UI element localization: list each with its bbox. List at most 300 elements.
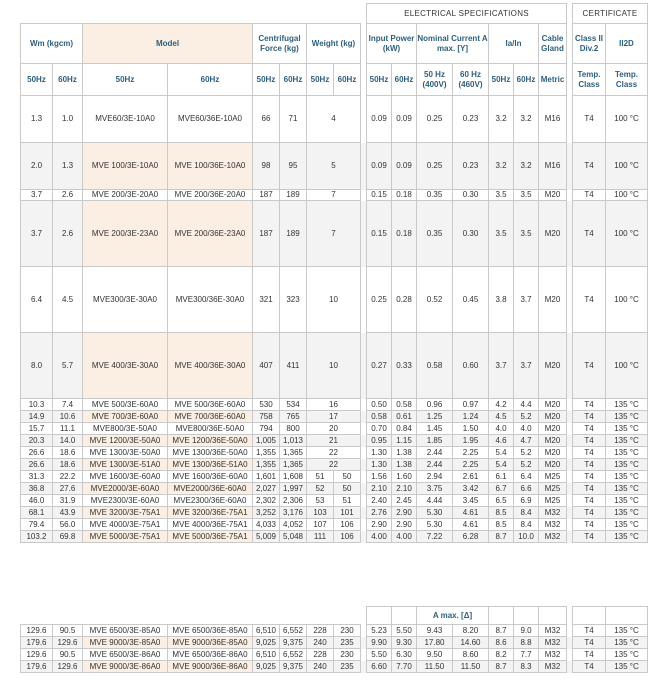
weight-cell: 7 [307, 201, 361, 267]
current-50hz-cell: 2.44 [417, 459, 453, 471]
wm-60hz-header: 60Hz [53, 64, 83, 96]
model-50hz-cell: MVE 5000/3E-75A1 [83, 531, 168, 543]
table-row [21, 471, 648, 483]
current-60hz-cell: 4.61 [453, 519, 489, 531]
specifications-table-bottom [20, 606, 648, 673]
ia-60hz-cell: 6.4 [514, 471, 539, 483]
weight-cell: 4 [307, 96, 361, 143]
cable-gland-cell: M32 [539, 625, 567, 637]
current-50hz-cell: 9.50 [417, 649, 453, 661]
table-row [21, 519, 648, 531]
wm-50hz-cell: 36.8 [21, 483, 53, 495]
weight-cell: 20 [307, 423, 361, 435]
weight-50hz-cell: 51 [307, 471, 334, 483]
ii2d-temp-cell: 135 °C [606, 459, 648, 471]
table-row [21, 435, 648, 447]
power-60hz-cell: 2.10 [392, 483, 417, 495]
ia-60hz-cell: 5.2 [514, 411, 539, 423]
weight-cell: 22 [307, 459, 361, 471]
model-60hz-cell: MVE 200/36E-20A0 [168, 190, 253, 201]
temp-class-header: Temp. Class [573, 64, 606, 96]
wm-60hz-cell: 5.7 [53, 333, 83, 399]
wm-50hz-cell: 179.6 [21, 637, 53, 649]
current-60hz-cell: 3.42 [453, 483, 489, 495]
ii2d-temp-cell: 135 °C [606, 399, 648, 411]
cable-gland-cell: M20 [539, 447, 567, 459]
wm-60hz-cell: 90.5 [53, 625, 83, 637]
cable-gland-cell: M32 [539, 531, 567, 543]
temp-class-cell: T4 [573, 459, 606, 471]
wm-50hz-cell: 2.0 [21, 143, 53, 190]
wm-50hz-cell: 129.6 [21, 625, 53, 637]
power-50hz-cell: 4.00 [367, 531, 392, 543]
power-60hz-cell: 2.45 [392, 495, 417, 507]
weight-50hz-cell: 111 [307, 531, 334, 543]
model-60hz-cell: MVE 1300/36E-50A0 [168, 447, 253, 459]
current-60hz-cell: 6.28 [453, 531, 489, 543]
table-row [21, 333, 648, 399]
wm-60hz-cell: 11.1 [53, 423, 83, 435]
temp-class-cell: T4 [573, 531, 606, 543]
cf-60hz-cell: 765 [280, 411, 307, 423]
table-row [21, 661, 648, 673]
cf-50hz-cell: 187 [253, 190, 280, 201]
wm-50hz-cell: 14.9 [21, 411, 53, 423]
power-50hz-header: 50Hz [367, 64, 392, 96]
ii2d-temp-cell: 135 °C [606, 483, 648, 495]
wm-60hz-cell: 18.6 [53, 447, 83, 459]
table-row [21, 649, 648, 661]
weight-50hz-cell: 53 [307, 495, 334, 507]
temp-class-cell: T4 [573, 143, 606, 190]
model-50hz-cell: MVE 200/3E-23A0 [83, 201, 168, 267]
current-60hz-cell: 0.45 [453, 267, 489, 333]
temp-class-cell: T4 [573, 333, 606, 399]
wm-50hz-cell: 26.6 [21, 459, 53, 471]
power-60hz-cell: 0.18 [392, 190, 417, 201]
current-50hz-cell: 2.94 [417, 471, 453, 483]
weight-header: Weight (kg) [307, 24, 361, 64]
ia-50hz-cell: 8.2 [489, 649, 514, 661]
table-row [21, 447, 648, 459]
cf-50hz-header: 50Hz [253, 64, 280, 96]
model-50hz-cell: MVE 500/3E-60A0 [83, 399, 168, 411]
cf-60hz-cell: 9,375 [280, 661, 307, 673]
current-50hz-cell: 0.96 [417, 399, 453, 411]
current-50hz-cell: 0.25 [417, 143, 453, 190]
ia-50hz-cell: 3.2 [489, 143, 514, 190]
wm-50hz-cell: 26.6 [21, 447, 53, 459]
cf-60hz-cell: 3,176 [280, 507, 307, 519]
power-60hz-cell: 2.90 [392, 507, 417, 519]
cable-gland-cell: M32 [539, 661, 567, 673]
model-60hz-cell: MVE 6500/36E-85A0 [168, 625, 253, 637]
temp-class-cell: T4 [573, 519, 606, 531]
cf-50hz-cell: 1,355 [253, 459, 280, 471]
model-header: Model [83, 24, 253, 64]
cf-60hz-cell: 189 [280, 190, 307, 201]
power-50hz-cell: 0.58 [367, 411, 392, 423]
ii2d-header: II2D [606, 24, 648, 64]
model-60hz-cell: MVE 200/36E-23A0 [168, 201, 253, 267]
power-60hz-cell: 4.00 [392, 531, 417, 543]
wm-60hz-cell: 1.3 [53, 143, 83, 190]
model-60hz-cell: MVE 100/36E-10A0 [168, 143, 253, 190]
ia-50hz-cell: 8.7 [489, 625, 514, 637]
a-max-delta-header: A max. [Δ] [417, 607, 489, 625]
current-50hz-cell: 1.85 [417, 435, 453, 447]
cf-50hz-cell: 66 [253, 96, 280, 143]
model-60hz-cell: MVE60/36E-10A0 [168, 96, 253, 143]
ia-50hz-cell: 4.5 [489, 411, 514, 423]
wm-60hz-cell: 18.6 [53, 459, 83, 471]
weight-60hz-cell: 235 [334, 661, 361, 673]
power-50hz-cell: 2.76 [367, 507, 392, 519]
cable-gland-cell: M25 [539, 471, 567, 483]
ii2d-temp-cell: 135 °C [606, 507, 648, 519]
ia-50hz-cell: 4.6 [489, 435, 514, 447]
cf-60hz-cell: 534 [280, 399, 307, 411]
cf-50hz-cell: 5,009 [253, 531, 280, 543]
power-50hz-cell: 1.30 [367, 447, 392, 459]
power-60hz-cell: 1.60 [392, 471, 417, 483]
temp-class-cell: T4 [573, 447, 606, 459]
model-50hz-cell: MVE 200/3E-20A0 [83, 190, 168, 201]
current-50hz-cell: 0.35 [417, 190, 453, 201]
power-50hz-cell: 0.09 [367, 143, 392, 190]
model-50hz-cell: MVE800/3E-50A0 [83, 423, 168, 435]
power-50hz-cell: 5.23 [367, 625, 392, 637]
wm-50hz-cell: 103.2 [21, 531, 53, 543]
ii2d-temp-cell: 135 °C [606, 423, 648, 435]
temp-class-cell: T4 [573, 483, 606, 495]
wm-50hz-cell: 68.1 [21, 507, 53, 519]
power-60hz-cell: 5.50 [392, 625, 417, 637]
current-50hz-cell: 7.22 [417, 531, 453, 543]
power-60hz-cell: 0.09 [392, 143, 417, 190]
ia-60hz-cell: 8.4 [514, 519, 539, 531]
weight-50hz-cell: 103 [307, 507, 334, 519]
power-50hz-cell: 5.50 [367, 649, 392, 661]
cable-gland-cell: M32 [539, 507, 567, 519]
cable-gland-header: Cable Gland [539, 24, 567, 64]
table-row [21, 423, 648, 435]
weight-50hz-cell: 107 [307, 519, 334, 531]
ia-60hz-cell: 5.2 [514, 459, 539, 471]
wm-header: Wm (kgcm) [21, 24, 83, 64]
model-50hz-cell: MVE 9000/3E-86A0 [83, 661, 168, 673]
ii2d-temp-cell: 100 °C [606, 96, 648, 143]
current-60hz-cell: 2.25 [453, 459, 489, 471]
cf-60hz-cell: 1,608 [280, 471, 307, 483]
table-row [21, 143, 648, 190]
weight-60hz-cell: 50 [334, 483, 361, 495]
model-60hz-cell: MVE 500/36E-60A0 [168, 399, 253, 411]
current-60hz-cell: 4.61 [453, 507, 489, 519]
model-50hz-cell: MVE 700/3E-60A0 [83, 411, 168, 423]
ia-60hz-cell: 9.0 [514, 625, 539, 637]
wm-60hz-cell: 27.6 [53, 483, 83, 495]
weight-60hz-cell: 50 [334, 471, 361, 483]
model-50hz-cell: MVE60/3E-10A0 [83, 96, 168, 143]
power-60hz-cell: 9.30 [392, 637, 417, 649]
model-50hz-cell: MVE 1200/3E-50A0 [83, 435, 168, 447]
cf-60hz-cell: 6,552 [280, 649, 307, 661]
ia-50hz-cell: 8.5 [489, 507, 514, 519]
wm-60hz-cell: 22.2 [53, 471, 83, 483]
wm-50hz-cell: 3.7 [21, 201, 53, 267]
power-60hz-cell: 0.33 [392, 333, 417, 399]
ia-in-header: Ia/In [489, 24, 539, 64]
table-row [21, 531, 648, 543]
weight-60hz-cell: 51 [334, 495, 361, 507]
cf-50hz-cell: 9,025 [253, 661, 280, 673]
table-row [21, 411, 648, 423]
ii2d-temp-cell: 135 °C [606, 471, 648, 483]
temp-class-cell: T4 [573, 507, 606, 519]
ia-60hz-cell: 8.4 [514, 507, 539, 519]
weight-60hz-cell: 106 [334, 531, 361, 543]
current-60hz-cell: 1.95 [453, 435, 489, 447]
ia-60hz-header: 60Hz [514, 64, 539, 96]
ii2d-temp-cell: 100 °C [606, 267, 648, 333]
wm-50hz-cell: 15.7 [21, 423, 53, 435]
power-60hz-header: 60Hz [392, 64, 417, 96]
power-50hz-cell: 6.60 [367, 661, 392, 673]
model-50hz-cell: MVE2300/3E-60A0 [83, 495, 168, 507]
ii2d-temp-cell: 100 °C [606, 190, 648, 201]
cf-60hz-cell: 71 [280, 96, 307, 143]
ia-50hz-cell: 4.2 [489, 399, 514, 411]
model-50hz-header: 50Hz [83, 64, 168, 96]
weight-60hz-header: 60Hz [334, 64, 361, 96]
current-60hz-cell: 0.60 [453, 333, 489, 399]
cable-gland-cell: M20 [539, 190, 567, 201]
cable-gland-cell: M25 [539, 495, 567, 507]
cable-gland-cell: M32 [539, 519, 567, 531]
wm-50hz-cell: 10.3 [21, 399, 53, 411]
power-50hz-cell: 2.10 [367, 483, 392, 495]
current-60hz-cell: 2.25 [453, 447, 489, 459]
ii2d-temp-cell: 135 °C [606, 531, 648, 543]
cable-gland-cell: M20 [539, 399, 567, 411]
cf-60hz-cell: 1,013 [280, 435, 307, 447]
power-60hz-cell: 7.70 [392, 661, 417, 673]
cf-60hz-cell: 95 [280, 143, 307, 190]
weight-50hz-cell: 52 [307, 483, 334, 495]
model-60hz-cell: MVE 9000/36E-85A0 [168, 637, 253, 649]
current-60hz-cell: 1.50 [453, 423, 489, 435]
cf-60hz-cell: 1,997 [280, 483, 307, 495]
table-row [21, 625, 648, 637]
power-60hz-cell: 1.38 [392, 447, 417, 459]
power-50hz-cell: 0.15 [367, 201, 392, 267]
current-50hz-cell: 5.30 [417, 507, 453, 519]
temp-class-cell: T4 [573, 96, 606, 143]
table-row [21, 96, 648, 143]
cf-60hz-cell: 1,365 [280, 447, 307, 459]
class2-header: Class II Div.2 [573, 24, 606, 64]
weight-cell: 10 [307, 333, 361, 399]
wm-60hz-cell: 4.5 [53, 267, 83, 333]
ia-60hz-cell: 4.4 [514, 399, 539, 411]
ia-50hz-cell: 5.4 [489, 447, 514, 459]
current-50hz-cell: 17.80 [417, 637, 453, 649]
temp-class-cell: T4 [573, 435, 606, 447]
temp-class-cell: T4 [573, 201, 606, 267]
cable-gland-cell: M25 [539, 483, 567, 495]
ia-60hz-cell: 3.7 [514, 267, 539, 333]
weight-cell: 7 [307, 190, 361, 201]
ia-50hz-cell: 8.6 [489, 637, 514, 649]
model-60hz-cell: MVE 400/36E-30A0 [168, 333, 253, 399]
wm-60hz-cell: 129.6 [53, 661, 83, 673]
wm-60hz-cell: 129.6 [53, 637, 83, 649]
cf-60hz-cell: 4,052 [280, 519, 307, 531]
cf-60hz-cell: 9,375 [280, 637, 307, 649]
weight-50hz-cell: 240 [307, 661, 334, 673]
ia-60hz-cell: 3.2 [514, 96, 539, 143]
cable-gland-cell: M20 [539, 267, 567, 333]
current-60hz-cell: 2.61 [453, 471, 489, 483]
temp-class-cell: T4 [573, 423, 606, 435]
ia-60hz-cell: 8.8 [514, 637, 539, 649]
table-row [21, 201, 648, 267]
wm-50hz-cell: 179.6 [21, 661, 53, 673]
power-60hz-cell: 1.38 [392, 459, 417, 471]
cf-60hz-cell: 5,048 [280, 531, 307, 543]
model-50hz-cell: MVE 400/3E-30A0 [83, 333, 168, 399]
wm-50hz-cell: 46.0 [21, 495, 53, 507]
ia-60hz-cell: 3.5 [514, 190, 539, 201]
wm-60hz-cell: 69.8 [53, 531, 83, 543]
wm-60hz-cell: 2.6 [53, 190, 83, 201]
model-50hz-cell: MVE 3200/3E-75A1 [83, 507, 168, 519]
power-50hz-cell: 2.40 [367, 495, 392, 507]
cf-50hz-cell: 2,302 [253, 495, 280, 507]
cable-gland-cell: M32 [539, 637, 567, 649]
current-60hz-cell: 11.50 [453, 661, 489, 673]
cf-60hz-cell: 2,306 [280, 495, 307, 507]
ia-60hz-cell: 5.2 [514, 447, 539, 459]
current-50hz-cell: 2.44 [417, 447, 453, 459]
ii2d-temp-cell: 135 °C [606, 625, 648, 637]
table-row [21, 267, 648, 333]
cable-gland-cell: M20 [539, 459, 567, 471]
current-60hz-header: 60 Hz (460V) [453, 64, 489, 96]
current-50hz-cell: 5.30 [417, 519, 453, 531]
cf-50hz-cell: 794 [253, 423, 280, 435]
ii2d-temp-cell: 135 °C [606, 495, 648, 507]
ia-50hz-cell: 3.2 [489, 96, 514, 143]
nominal-current-header: Nominal Current A max. [Y] [417, 24, 489, 64]
temp-class-cell: T4 [573, 399, 606, 411]
current-60hz-cell: 8.20 [453, 625, 489, 637]
power-50hz-cell: 9.90 [367, 637, 392, 649]
temp-class-cell: T4 [573, 649, 606, 661]
cf-50hz-cell: 9,025 [253, 637, 280, 649]
current-60hz-cell: 1.24 [453, 411, 489, 423]
current-60hz-cell: 0.30 [453, 201, 489, 267]
model-50hz-cell: MVE 1300/3E-50A0 [83, 447, 168, 459]
model-50hz-cell: MVE 6500/3E-85A0 [83, 625, 168, 637]
ia-60hz-cell: 3.5 [514, 201, 539, 267]
cf-60hz-cell: 189 [280, 201, 307, 267]
temp-class-cell: T4 [573, 625, 606, 637]
cf-50hz-cell: 6,510 [253, 625, 280, 637]
ia-50hz-cell: 4.0 [489, 423, 514, 435]
wm-60hz-cell: 90.5 [53, 649, 83, 661]
model-60hz-cell: MVE 5000/36E-75A1 [168, 531, 253, 543]
model-60hz-cell: MVE 9000/36E-86A0 [168, 661, 253, 673]
weight-cell: 22 [307, 447, 361, 459]
wm-50hz-cell: 20.3 [21, 435, 53, 447]
power-60hz-cell: 0.18 [392, 201, 417, 267]
current-50hz-cell: 0.58 [417, 333, 453, 399]
ii2d-temp-cell: 135 °C [606, 519, 648, 531]
current-60hz-cell: 14.60 [453, 637, 489, 649]
cf-50hz-cell: 530 [253, 399, 280, 411]
temp-class-cell: T4 [573, 267, 606, 333]
weight-cell: 5 [307, 143, 361, 190]
bottom-table-body [21, 625, 648, 673]
model-50hz-cell: MVE 100/3E-10A0 [83, 143, 168, 190]
cable-gland-cell: M32 [539, 649, 567, 661]
weight-50hz-cell: 228 [307, 649, 334, 661]
wm-60hz-cell: 2.6 [53, 201, 83, 267]
wm-60hz-cell: 1.0 [53, 96, 83, 143]
ia-50hz-cell: 3.5 [489, 190, 514, 201]
table-row [21, 190, 648, 201]
power-50hz-cell: 0.25 [367, 267, 392, 333]
wm-60hz-cell: 10.6 [53, 411, 83, 423]
power-50hz-cell: 1.56 [367, 471, 392, 483]
wm-50hz-cell: 1.3 [21, 96, 53, 143]
model-50hz-cell: MVE2000/3E-60A0 [83, 483, 168, 495]
ia-60hz-cell: 10.0 [514, 531, 539, 543]
wm-60hz-cell: 56.0 [53, 519, 83, 531]
ia-60hz-cell: 6.9 [514, 495, 539, 507]
cf-50hz-cell: 1,005 [253, 435, 280, 447]
ia-60hz-cell: 7.7 [514, 649, 539, 661]
ii2d-temp-cell: 135 °C [606, 435, 648, 447]
weight-cell: 17 [307, 411, 361, 423]
cf-50hz-cell: 187 [253, 201, 280, 267]
weight-cell: 16 [307, 399, 361, 411]
wm-50hz-cell: 129.6 [21, 649, 53, 661]
ia-60hz-cell: 3.7 [514, 333, 539, 399]
wm-60hz-cell: 31.9 [53, 495, 83, 507]
ii2d-temp-cell: 135 °C [606, 411, 648, 423]
ii2d-temp-cell: 100 °C [606, 143, 648, 190]
ia-50hz-cell: 6.1 [489, 471, 514, 483]
weight-50hz-cell: 228 [307, 625, 334, 637]
temp-class-cell: T4 [573, 661, 606, 673]
wm-60hz-cell: 14.0 [53, 435, 83, 447]
wm-60hz-cell: 43.9 [53, 507, 83, 519]
current-50hz-cell: 3.75 [417, 483, 453, 495]
current-50hz-cell: 0.52 [417, 267, 453, 333]
ia-60hz-cell: 3.2 [514, 143, 539, 190]
ia-50hz-cell: 8.7 [489, 661, 514, 673]
cable-gland-cell: M20 [539, 333, 567, 399]
power-50hz-cell: 0.95 [367, 435, 392, 447]
power-60hz-cell: 1.15 [392, 435, 417, 447]
current-60hz-cell: 0.23 [453, 96, 489, 143]
ii2d-temp-cell: 135 °C [606, 637, 648, 649]
ia-50hz-cell: 6.7 [489, 483, 514, 495]
temp-class-cell: T4 [573, 637, 606, 649]
